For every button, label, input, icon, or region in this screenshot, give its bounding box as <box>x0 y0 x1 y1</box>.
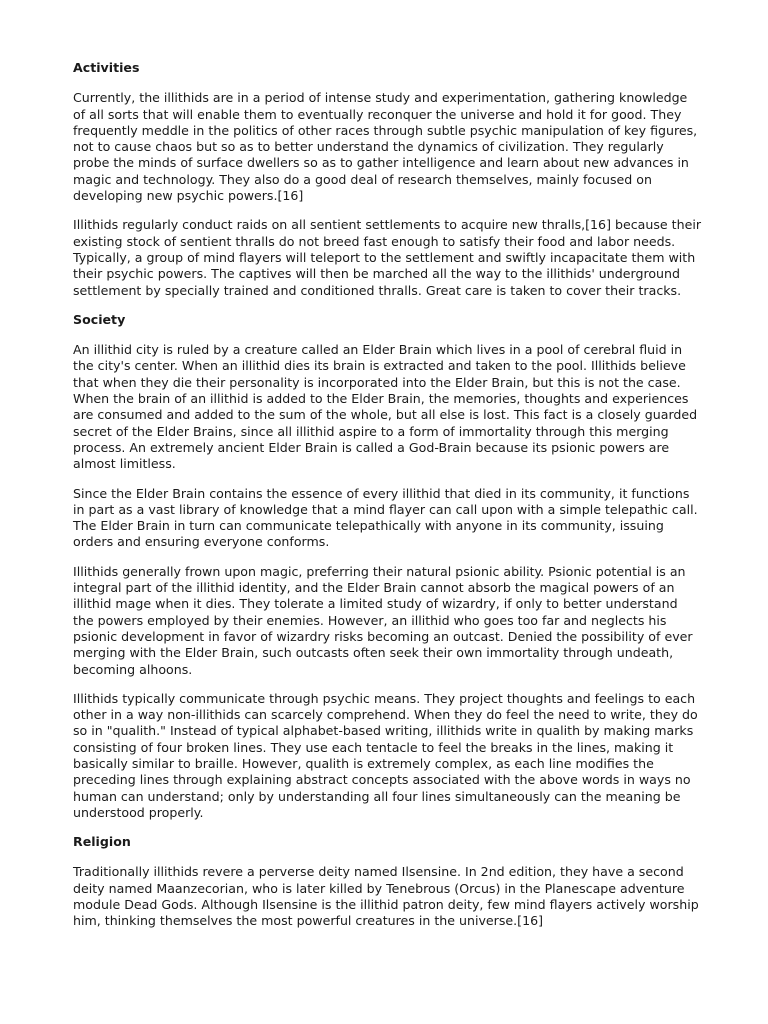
paragraph: Currently, the illithids are in a period of intense study and experimentation, gathering knowledge of all sorts that will enable them to eventually reconquer the universe and hold it for good. They frequently meddle in the politics of other races through subtle psychic manipulation of key figures, not to cause chaos but so as to better understand the dynamics of civilization. They regularly probe the minds of surface dwellers so as to gather intelligence and learn about new advances in magic and technology. They also do a good deal of research themselves, mainly focused on developing new psychic powers.[16] <box>73 90 698 204</box>
heading-religion: Religion <box>73 834 131 850</box>
paragraph: Illithids generally frown upon magic, preferring their natural psionic ability. Psionic potential is an integral part of the illithid identity, and the Elder Brain cannot absorb the magical powers of an illithid mage when it dies. They tolerate a limited study of wizardry, if only to better understand the powers employed by their enemies. However, an illithid who goes too far and neglects his psionic development in favor of wizardry risks becoming an outcast. Denied the possibility of ever merging with the Elder Brain, such outcasts often seek their own immortality through undeath, becoming alhoons. <box>73 563 693 677</box>
paragraph: Illithids typically communicate through psychic means. They project thoughts and feelings to each other in a way non-illithids can scarcely comprehend. When they do feel the need to write, they do so in "qualith." Instead of typical alphabet-based writing, illithids write in qualith by making marks consisting of four broken lines. They use each tentacle to feel the breaks in the lines, making it basically similar to braille. However, qualith is extremely complex, as each line modifies the preceding lines through explaining abstract concepts associated with the above words in ways no human can understand; only by understanding all four lines simultaneously can the meaning be understood properly. <box>73 690 698 820</box>
document-page <box>73 60 701 930</box>
heading-activities: Activities <box>73 60 140 75</box>
heading-society: Society <box>73 311 126 327</box>
paragraph: Traditionally illithids revere a perverse deity named Ilsensine. In 2nd edition, they have a second deity named Maanzecorian, who is later killed by Tenebrous (Orcus) in the Planescape adventure module Dead Gods. Although Ilsensine is the illithid patron deity, few mind flayers actively worship him, thinking themselves the most powerful creatures in the universe.[16] <box>73 864 699 929</box>
paragraph: An illithid city is ruled by a creature called an Elder Brain which lives in a pool of cerebral fluid in the city's center. When an illithid dies its brain is extracted and taken to the pool. Illithids believe that when they die their personality is incorporated into the Elder Brain, but this is not the case. When the brain of an illithid is added to the Elder Brain, the memories, thoughts and experiences are consumed and added to the sum of the whole, but all else is lost. This fact is a closely guarded secret of the Elder Brains, since all illithid aspire to a form of immortality through this merging process. An extremely ancient Elder Brain is called a God-Brain because its psionic powers are almost limitless. <box>73 342 698 472</box>
paragraph: Since the Elder Brain contains the essence of every illithid that died in its community, it functions in part as a vast library of knowledge that a mind flayer can call upon with a simple telepathic call. The Elder Brain in turn can communicate telepathically with anyone in its community, issuing orders and ensuring everyone conforms. <box>73 485 698 550</box>
paragraph: Illithids regularly conduct raids on all sentient settlements to acquire new thralls,[16] because their existing stock of sentient thralls do not breed fast enough to satisfy their food and labor needs. Typically, a group of mind flayers will teleport to the settlement and swiftly incapacitate them with their psychic powers. The captives will then be marched all the way to the illithids' underground settlement by specially trained and conditioned thralls. Great care is taken to cover their tracks. <box>73 217 702 298</box>
